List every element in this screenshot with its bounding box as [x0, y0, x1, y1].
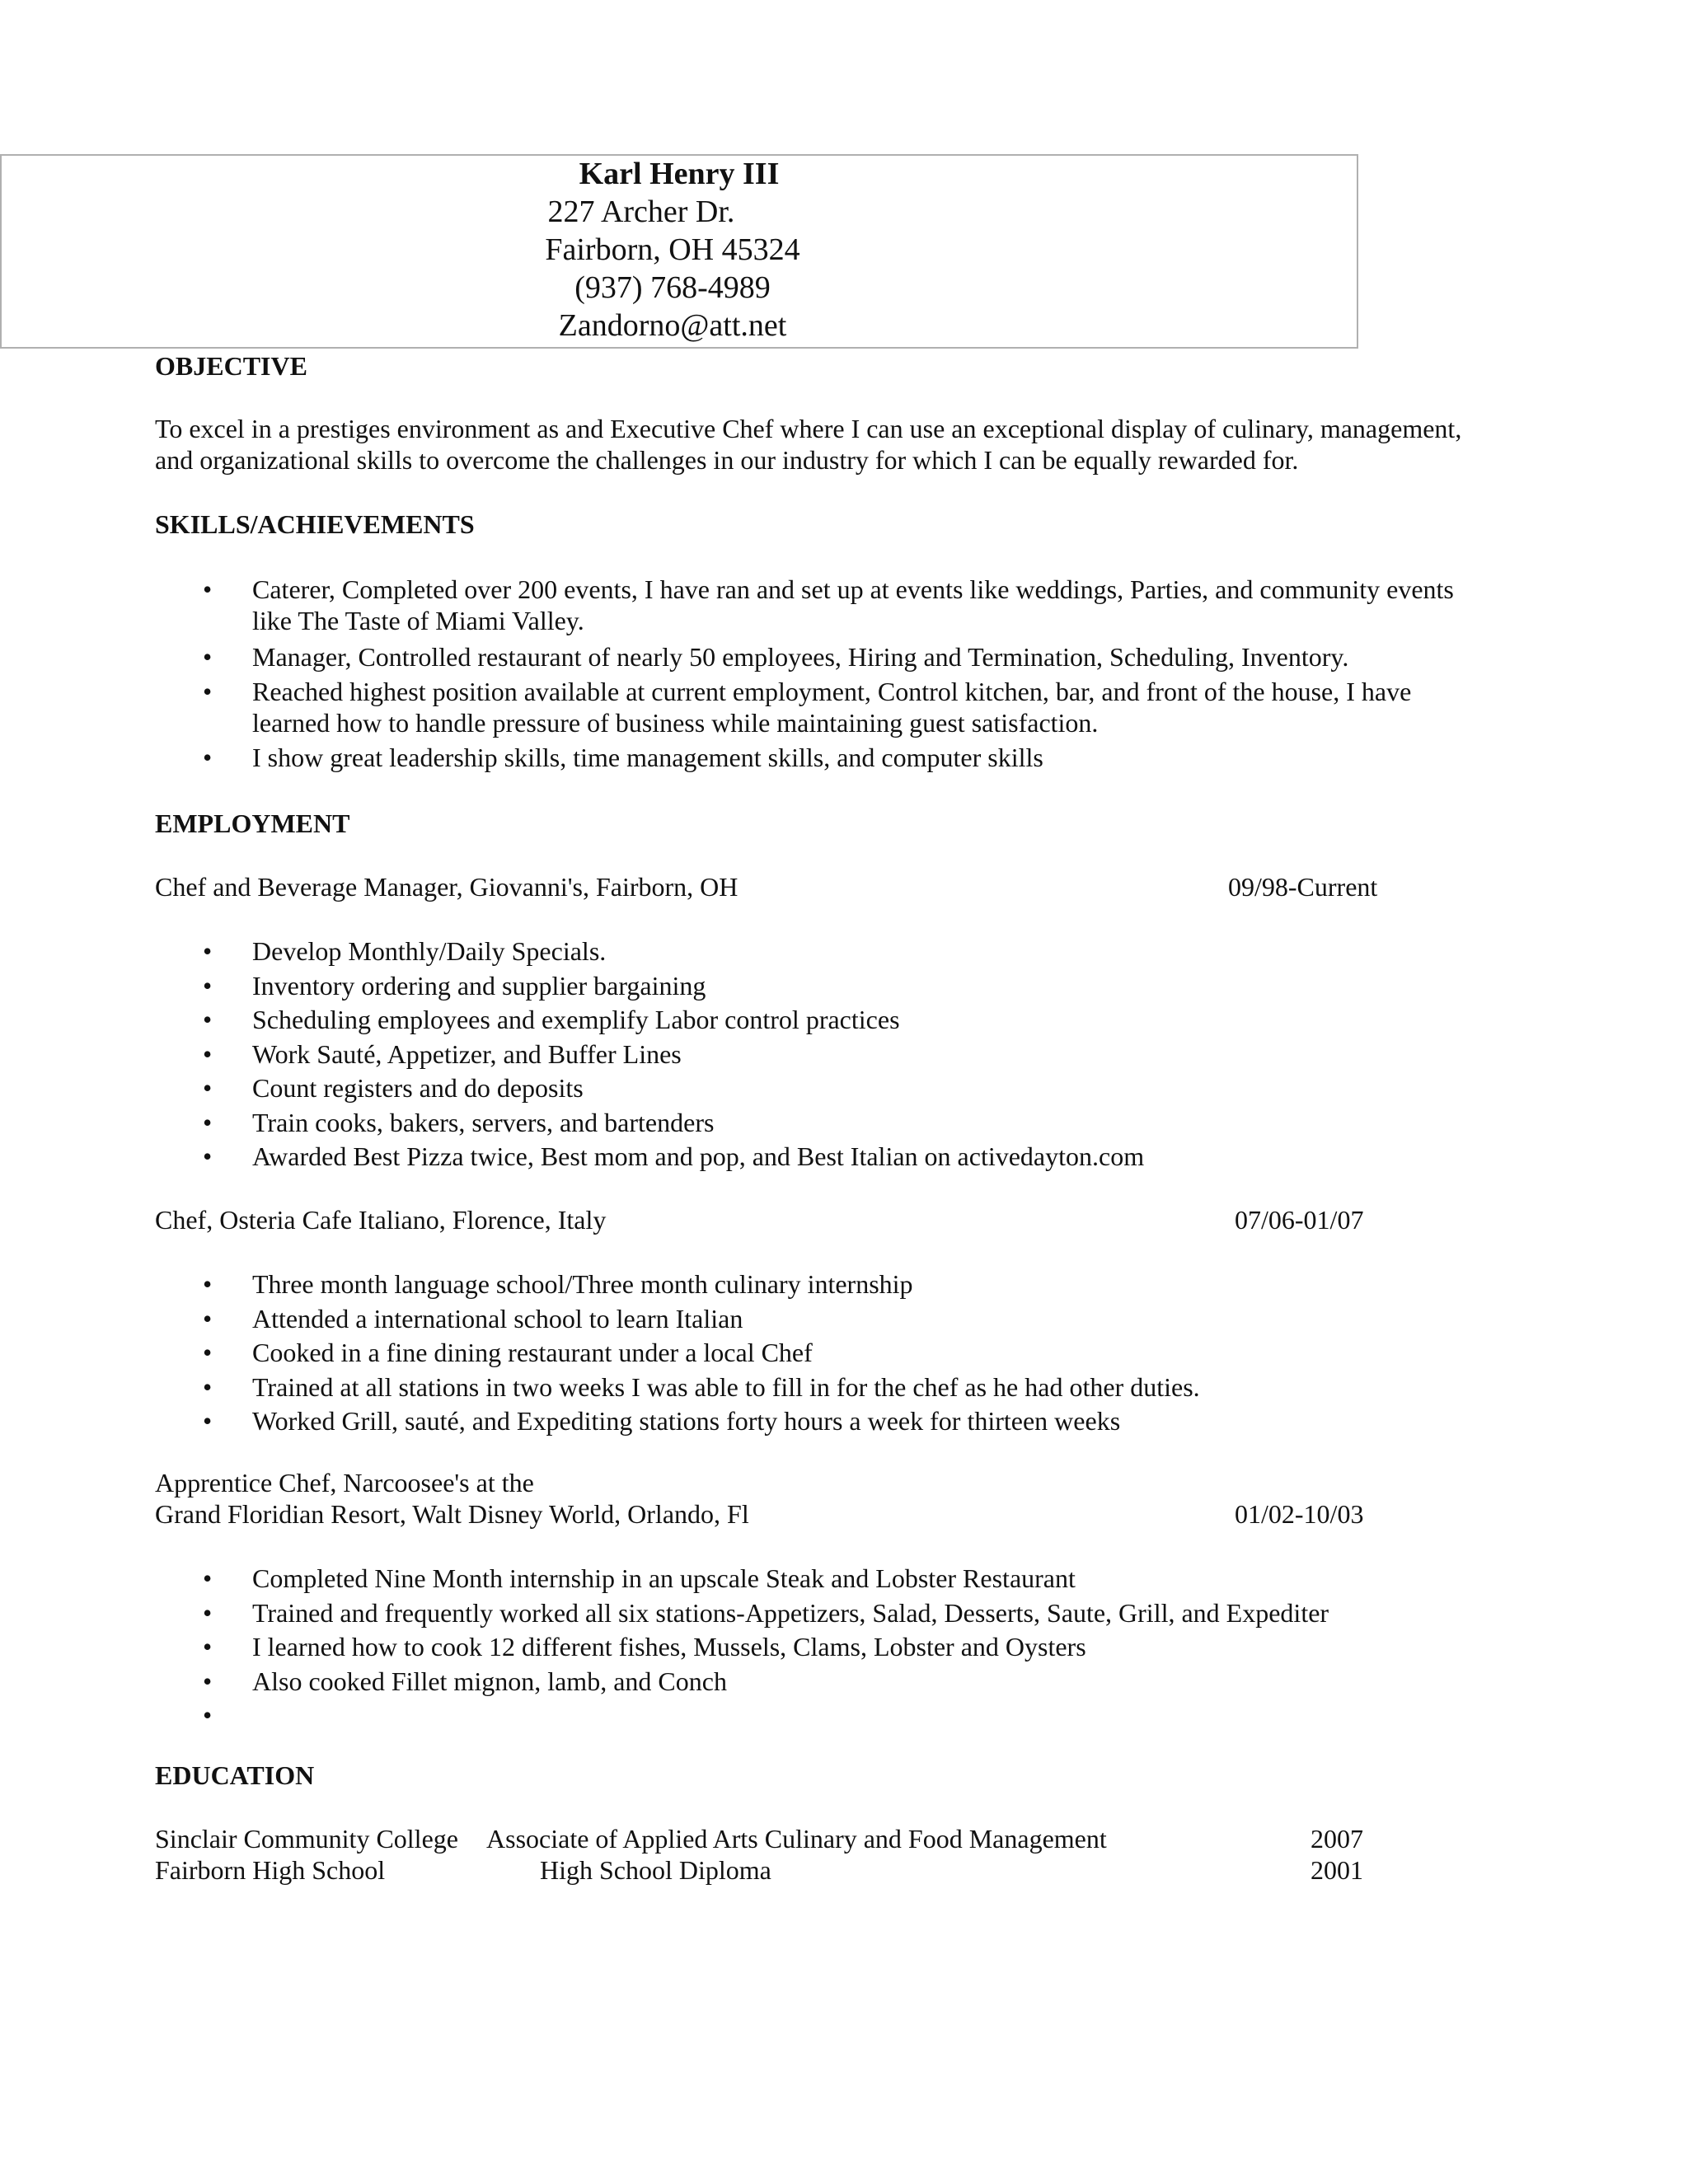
list-item: [198, 1630, 1329, 1665]
bullet-icon: •: [203, 1406, 213, 1436]
list-item: [198, 573, 1454, 640]
education-year: 2007: [1311, 1824, 1363, 1854]
list-item: [198, 1003, 1144, 1038]
skills-list: [198, 573, 1454, 774]
list-item-text: Train cooks, bakers, servers, and bartenders: [252, 1107, 715, 1137]
job-title: Apprentice Chef, Narcoosee's at the: [155, 1468, 534, 1497]
bullet-icon: •: [203, 574, 213, 604]
list-item: [198, 935, 1144, 969]
bullet-icon: •: [203, 1269, 213, 1299]
list-item-text: Attended a international school to learn Italian: [252, 1303, 743, 1333]
street-address: 227 Archer Dr.: [547, 194, 735, 229]
job-dates: 01/02-10/03: [1235, 1499, 1364, 1529]
list-item-text: Manager, Controlled restaurant of nearly 50 employees, Hiring and Termination, Scheduling, Inventory.: [252, 642, 1349, 672]
education-heading: EDUCATION: [155, 1760, 315, 1790]
education-year: 2001: [1311, 1855, 1363, 1885]
list-item-text: Work Sauté, Appetizer, and Buffer Lines: [252, 1038, 682, 1069]
job-3-duties: [198, 1562, 1329, 1733]
list-item: [198, 969, 1144, 1004]
bullet-icon: •: [203, 743, 213, 772]
list-item-text: Awarded Best Pizza twice, Best mom and pop, and Best Italian on activedayton.com: [252, 1141, 1145, 1171]
list-item: [198, 640, 1454, 675]
list-item: [198, 1562, 1329, 1596]
list-item: [198, 1699, 1329, 1733]
list-item: [198, 1596, 1329, 1631]
job-title-cont: Grand Floridian Resort, Walt Disney World, Orlando, Fl: [155, 1499, 749, 1529]
list-item: [198, 741, 1454, 774]
employment-heading: EMPLOYMENT: [155, 808, 350, 838]
job-title: Chef, Osteria Cafe Italiano, Florence, Italy: [155, 1205, 607, 1235]
list-item: [198, 1071, 1144, 1106]
list-item-text: Caterer, Completed over 200 events, I have ran and set up at events like weddings, Parties, and community events: [252, 574, 1454, 604]
education-school: Fairborn High School: [155, 1855, 386, 1885]
candidate-name: Karl Henry III: [579, 157, 780, 191]
list-item-text: Also cooked Fillet mignon, lamb, and Conch: [252, 1666, 727, 1696]
list-item: [198, 1665, 1329, 1699]
objective-heading: OBJECTIVE: [155, 351, 307, 381]
bullet-icon: •: [203, 1597, 213, 1628]
bullet-icon: •: [203, 1005, 213, 1034]
email-address: Zandorno@att.net: [558, 308, 787, 343]
bullet-icon: •: [203, 1338, 213, 1367]
job-2-duties: [198, 1268, 1200, 1439]
bullet-icon: •: [203, 677, 213, 706]
bullet-icon: •: [203, 1700, 213, 1730]
bullet-icon: •: [203, 1107, 213, 1137]
list-item-text: I show great leadership skills, time management skills, and computer skills: [252, 743, 1043, 772]
list-item: [198, 1336, 1200, 1371]
skills-heading: SKILLS/ACHIEVEMENTS: [155, 509, 475, 539]
bullet-icon: •: [203, 1303, 213, 1333]
list-item-text: Trained and frequently worked all six stations-Appetizers, Salad, Desserts, Saute, Grill, and Expediter: [252, 1597, 1329, 1628]
list-item-text: Three month language school/Three month culinary internship: [252, 1269, 913, 1299]
objective-line-2: and organizational skills to overcome the challenges in our industry for which I can be equally rewarded for.: [155, 445, 1299, 475]
education-school: Sinclair Community College: [155, 1824, 458, 1854]
list-item-text: Inventory ordering and supplier bargaining: [252, 970, 706, 1001]
bullet-icon: •: [203, 936, 213, 966]
bullet-icon: •: [203, 1666, 213, 1696]
list-item-text: Worked Grill, sauté, and Expediting stations forty hours a week for thirteen weeks: [252, 1406, 1121, 1436]
list-item-text: Cooked in a fine dining restaurant under a local Chef: [252, 1338, 813, 1367]
list-item-text: Trained at all stations in two weeks I was able to fill in for the chef as he had other duties.: [252, 1371, 1200, 1402]
job-dates: 09/98-Current: [1228, 872, 1378, 902]
education-degree: High School Diploma: [540, 1855, 771, 1885]
job-1-duties: [198, 935, 1144, 1174]
list-item-text: Scheduling employees and exemplify Labor control practices: [252, 1005, 900, 1034]
bullet-icon: •: [203, 1073, 213, 1103]
bullet-icon: •: [203, 642, 213, 672]
bullet-icon: •: [203, 1038, 213, 1069]
bullet-icon: •: [203, 1632, 213, 1661]
list-item-text: Count registers and do deposits: [252, 1073, 584, 1103]
job-title: Chef and Beverage Manager, Giovanni's, Fairborn, OH: [155, 872, 738, 902]
list-item: [198, 1404, 1200, 1439]
list-item: [198, 1268, 1200, 1302]
phone-number: (937) 768-4989: [574, 270, 771, 305]
list-item-text: Develop Monthly/Daily Specials.: [252, 936, 607, 966]
bullet-icon: •: [203, 970, 213, 1001]
job-dates: 07/06-01/07: [1235, 1205, 1364, 1235]
bullet-icon: •: [203, 1371, 213, 1402]
list-item: [198, 1140, 1144, 1174]
list-item-text-cont: learned how to handle pressure of business while maintaining guest satisfaction.: [252, 708, 1099, 738]
list-item: [198, 675, 1454, 741]
objective-line-1: To excel in a prestiges environment as and Executive Chef where I can use an exceptional display of culinary, management,: [155, 414, 1462, 443]
bullet-icon: •: [203, 1141, 213, 1171]
list-item: [198, 1106, 1144, 1141]
list-item-text: I learned how to cook 12 different fishes, Mussels, Clams, Lobster and Oysters: [252, 1632, 1086, 1661]
city-state-zip: Fairborn, OH 45324: [545, 232, 800, 267]
list-item-text: Completed Nine Month internship in an upscale Steak and Lobster Restaurant: [252, 1563, 1076, 1593]
list-item: [198, 1371, 1200, 1405]
bullet-icon: •: [203, 1563, 213, 1593]
list-item-text: Reached highest position available at current employment, Control kitchen, bar, and front of the house, I have: [252, 677, 1412, 706]
list-item-text-cont: like The Taste of Miami Valley.: [252, 606, 584, 635]
list-item: [198, 1302, 1200, 1337]
list-item: [198, 1038, 1144, 1072]
education-degree: Associate of Applied Arts Culinary and Food Management: [486, 1824, 1107, 1854]
